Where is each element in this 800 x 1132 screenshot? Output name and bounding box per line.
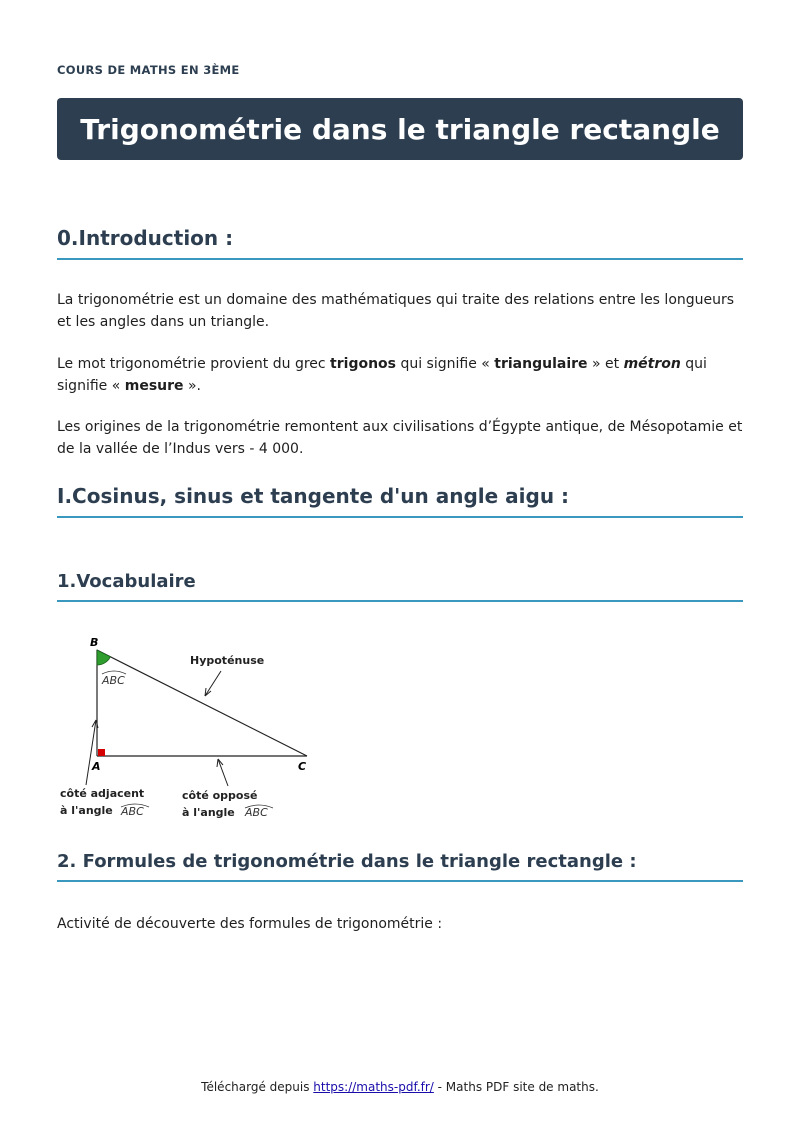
bold-trigonos: trigonos (330, 356, 396, 372)
bold-italic-metron: métron (623, 356, 681, 372)
hypotenuse-label: Hypoténuse (190, 654, 265, 667)
heading-vocabulaire: 1.Vocabulaire (57, 571, 743, 602)
adjacent-label-line2: à l'angle (60, 804, 113, 817)
footer (0, 1080, 800, 1094)
heading-formules: 2. Formules de trigonométrie dans le triangle rectangle : (57, 851, 743, 882)
adjacent-label-line1: côté adjacent (60, 787, 145, 800)
right-angle-marker (98, 749, 105, 756)
footer-text: - Maths PDF site de maths. (433, 1080, 599, 1094)
text: ». (183, 378, 201, 394)
adjacent-arrow (86, 720, 96, 785)
intro-paragraph-3: Les origines de la trigonométrie remontent aux civilisations d’Égypte antique, de Mésopotamie et de la vallée de l’Indus vers - 4 000. (57, 419, 743, 457)
heading-cosinus-sinus-tangente: I.Cosinus, sinus et tangente d'un angle aigu : (57, 484, 743, 518)
adjacent-angle-label: ABC (121, 805, 144, 818)
bold-mesure: mesure (124, 378, 184, 394)
text: » et (587, 356, 624, 372)
title-banner (57, 98, 743, 160)
opposite-label-line2: à l'angle (182, 806, 235, 819)
footer-text: Téléchargé depuis (201, 1080, 314, 1094)
footer-link[interactable]: https://maths-pdf.fr/ (313, 1080, 434, 1094)
heading-introduction: 0.Introduction : (57, 226, 743, 260)
angle-abc-label: ABC (102, 674, 125, 687)
intro-paragraph-1: La trigonométrie est un domaine des mathématiques qui traite des relations entre les longueurs et les angles dans un triangle. (57, 292, 735, 330)
opposite-angle-label: ABC (245, 806, 268, 819)
intro-paragraph-2 (57, 353, 747, 397)
text: qui signifie « (57, 356, 707, 394)
page-title: Trigonométrie dans le triangle rectangle (80, 112, 720, 146)
opposite-arrow (218, 759, 228, 786)
point-b-label: B (90, 636, 99, 649)
text: Le mot trigonométrie provient du grec (57, 356, 331, 372)
triangle-diagram (57, 630, 317, 825)
angle-b-marker (97, 650, 110, 665)
point-c-label: C (298, 760, 307, 773)
point-a-label: A (92, 760, 101, 773)
course-label: COURS DE MATHS EN 3ÈME (57, 63, 240, 77)
opposite-label-line1: côté opposé (182, 789, 258, 802)
bold-triangulaire: triangulaire (494, 356, 588, 372)
hypotenuse-arrow (205, 671, 221, 696)
activity-paragraph: Activité de découverte des formules de trigonométrie : (57, 916, 443, 932)
text: qui signifie « (396, 356, 495, 372)
